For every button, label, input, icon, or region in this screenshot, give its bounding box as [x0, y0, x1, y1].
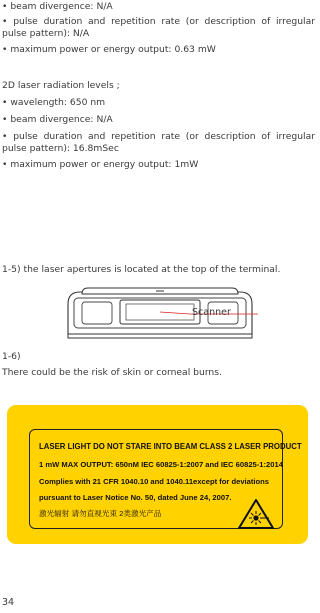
- section-heading-2d-laser: 2D laser radiation levels ;: [2, 80, 120, 91]
- scanner-callout: Scanner: [192, 307, 231, 318]
- label-line-output: 1 mW MAX OUTPUT: 650nM IEC 60825-1:2007 and IEC 60825-1:2014: [39, 460, 283, 469]
- bullet-pulse-duration-2d: • pulse duration and repetition rate (or description of irregular pulse pattern): 16.8mSec: [2, 131, 315, 154]
- bullet-beam-divergence-2d: • beam divergence: N/A: [2, 114, 113, 125]
- bullet-beam-divergence: • beam divergence: N/A: [2, 1, 113, 12]
- laser-hazard-icon: [238, 499, 274, 529]
- bullet-max-power: • maximum power or energy output: 0.63 mW: [2, 44, 216, 55]
- page-number: 34: [2, 597, 15, 608]
- aperture-location-text: 1-5) the laser apertures is located at the top of the terminal.: [2, 264, 281, 275]
- section-heading-1-6: 1-6): [2, 351, 21, 362]
- bullet-wavelength: • wavelength: 650 nm: [2, 97, 106, 108]
- label-line-compliance: Complies with 21 CFR 1040.10 and 1040.11except for deviations: [39, 477, 270, 486]
- label-line-caution: LASER LIGHT DO NOT STARE INTO BEAM CLASS 2 LASER PRODUCT: [39, 442, 302, 451]
- label-line-chinese: 激光辐射 请勿直视光束 2类激光产品: [39, 509, 162, 518]
- risk-warning-text: There could be the risk of skin or corneal burns.: [2, 367, 222, 378]
- bullet-pulse-duration: • pulse duration and repetition rate (or description of irregular pulse pattern): N/A: [2, 16, 315, 39]
- bullet-max-power-2d: • maximum power or energy output: 1mW: [2, 159, 199, 170]
- label-line-notice: pursuant to Laser Notice No. 50, dated June 24, 2007.: [39, 493, 232, 502]
